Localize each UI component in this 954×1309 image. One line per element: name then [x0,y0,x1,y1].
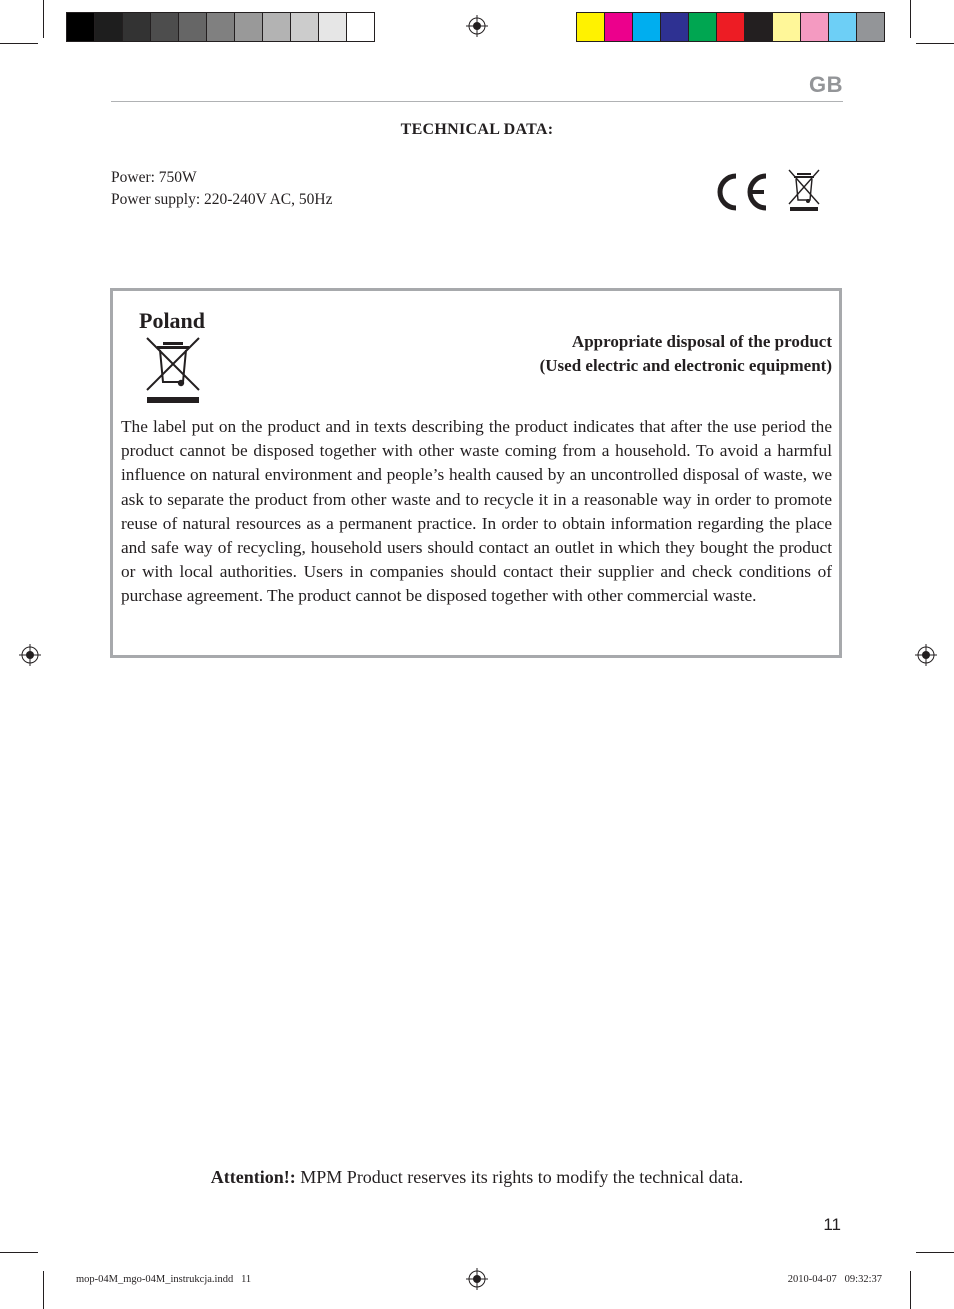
color-swatch [745,13,773,41]
disposal-heading [540,330,832,378]
technical-data-title: TECHNICAL DATA: [400,121,554,138]
ce-mark-icon [712,172,770,212]
registration-mark-icon [466,15,488,37]
color-swatch [95,13,123,41]
registration-mark-icon [19,644,41,666]
color-swatch [123,13,151,41]
color-swatch [857,13,884,41]
color-swatch [207,13,235,41]
slug-timestamp: 2010-04-07 09:32:37 [787,1274,882,1285]
language-code: GB [809,72,843,97]
crop-mark [43,0,44,38]
disposal-body-text: The label put on the product and in texts describing the product indicates that after the use period the product cannot be disposed together with other waste coming from a household. To avoid a harmful influence on natural environment and people’s health caused by an uncontrolled disposal of waste, we ask to separate the product from other waste and to recycle it in a reasonable way in order to promote reuse of natural resources as a permanent practice. In order to obtain information regarding the place and safe way of recycling, household users should contact an outlet in which they bought the product or with local authorities. Users in companies should contact their supplier and check conditions of purchase agreement. The product cannot be disposed together with other commercial waste. [121,417,832,606]
crop-mark [0,43,38,44]
crop-mark [910,0,911,38]
color-swatch [633,13,661,41]
attention-text: MPM Product reserves its rights to modify the technical data. [295,1167,744,1187]
disposal-heading-line2: (Used electric and electronic equipment) [539,356,832,375]
grayscale-color-bar [66,12,375,42]
color-swatch [151,13,179,41]
crop-mark [0,1252,38,1253]
power-spec: Power: 750W [111,169,197,186]
color-swatch [291,13,319,41]
crop-mark [916,1252,954,1253]
registration-mark-icon [466,1268,488,1290]
disposal-info-box [110,288,842,658]
crop-mark [910,1271,911,1309]
color-swatch [717,13,745,41]
color-swatch [773,13,801,41]
color-swatch [801,13,829,41]
registration-mark-icon [915,644,937,666]
attention-note [0,1167,954,1188]
color-swatch [179,13,207,41]
slug-filename: mop-04M_mgo-04M_instrukcja.indd 11 [76,1274,252,1285]
color-swatch [263,13,291,41]
color-swatch [661,13,689,41]
color-swatch [319,13,347,41]
color-swatch [689,13,717,41]
disposal-heading-line1: Appropriate disposal of the product [571,332,832,351]
crop-mark [916,43,954,44]
color-swatch [67,13,95,41]
crop-mark [43,1271,44,1309]
crossed-bin-icon [143,336,203,404]
page-number: 11 [823,1215,841,1234]
color-swatch [577,13,605,41]
color-swatch [829,13,857,41]
color-swatch [235,13,263,41]
process-color-bar [576,12,885,42]
attention-label: Attention!: [210,1167,296,1187]
color-swatch [605,13,633,41]
crossed-bin-icon [787,168,821,212]
header-rule [111,101,843,102]
power-supply-spec: Power supply: 220-240V AC, 50Hz [111,191,333,208]
color-swatch [347,13,374,41]
country-label: Poland [139,308,206,333]
